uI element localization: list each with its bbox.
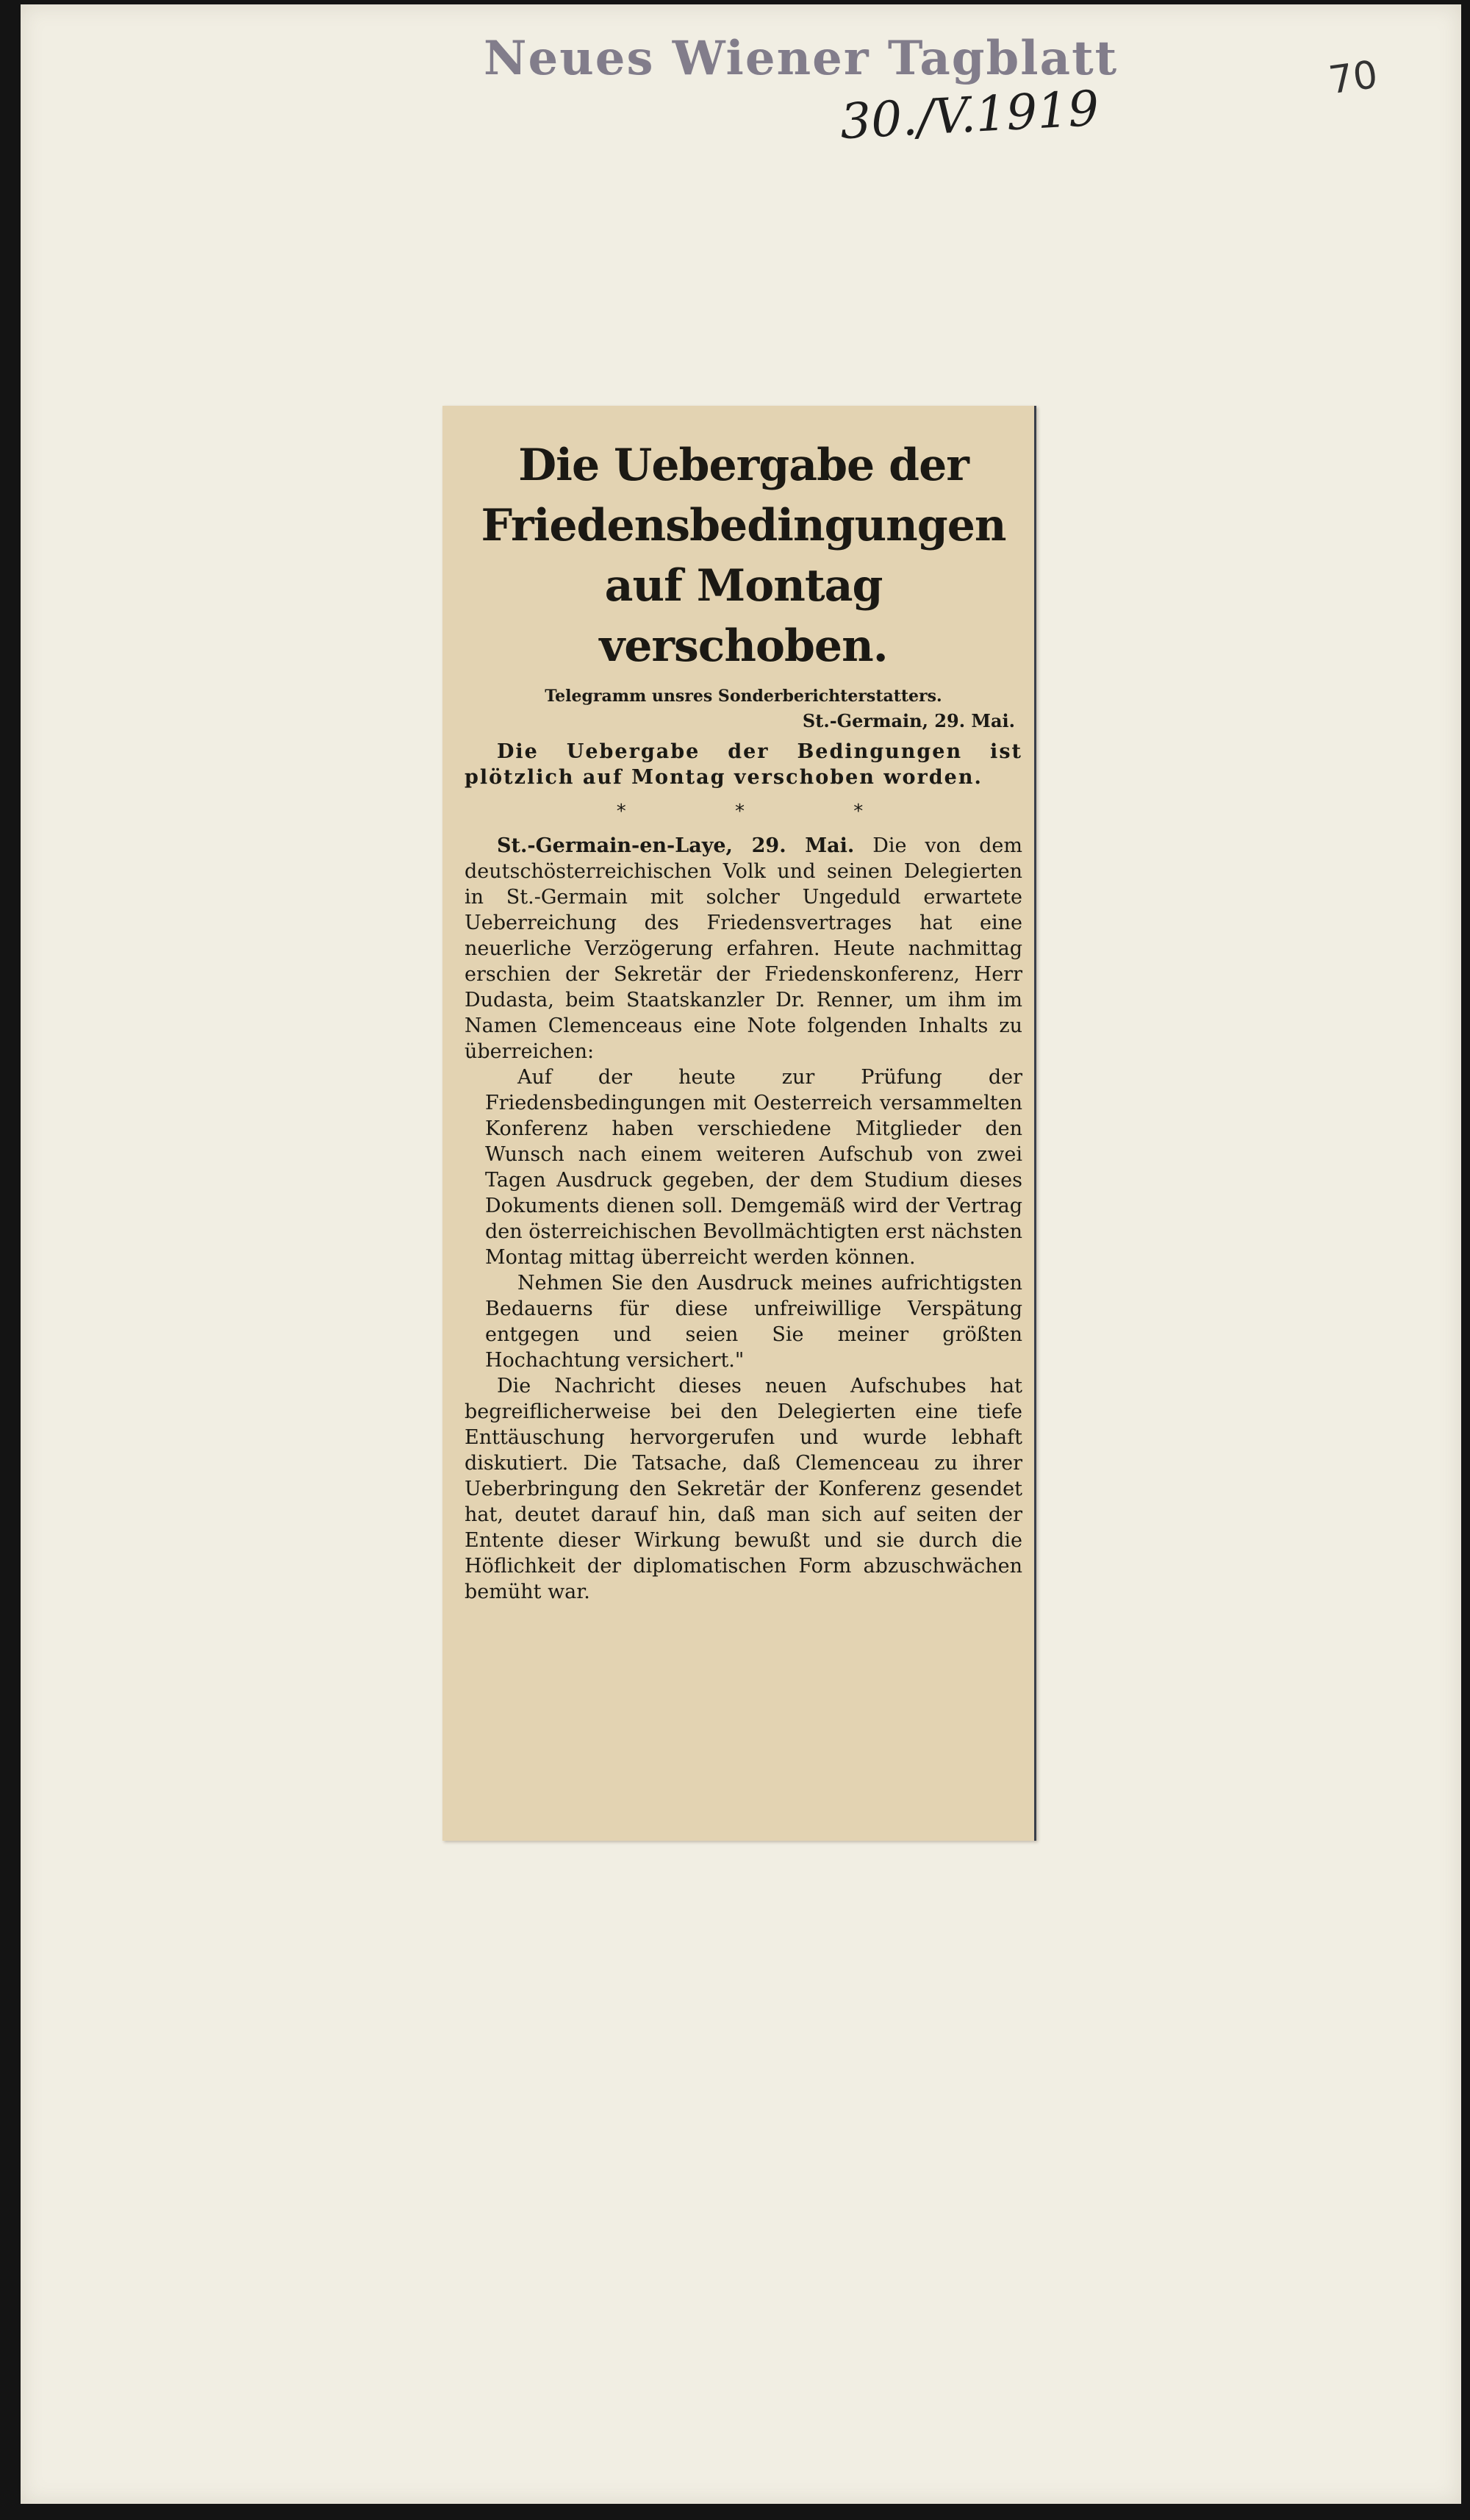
quoted-note-2: Nehmen Sie den Ausdruck meines aufrichtigsten Bedauerns für diese unfreiwillige Verspätung entgegen und seien Sie meiner größten Hochachtung versichert." — [485, 1272, 1022, 1372]
quoted-note-1: Auf der heute zur Prüfung der Friedensbedingungen mit Oesterreich versammelten Konferenz haben verschiedene Mitglieder den Wunsch nach einem weiteren Aufschub von zwei Tagen Ausdruck gegeben, der dem Studium dieses Dokuments dienen soll. Demgemäß wird der Vertrag den österreichischen Bevollmächtigten erst nächsten Montag mittag überreicht werden können. — [485, 1066, 1022, 1269]
headline-line-1: Die Uebergabe der — [518, 440, 969, 491]
article-subhead: Telegramm unsres Sonderberichterstatters. — [545, 687, 942, 706]
body-paragraph-1 — [465, 833, 1022, 1064]
paragraph-1-text: Die von dem deutschösterreichischen Volk und seinen Delegierten in St.-Germain mit solcher Ungeduld erwartete Ueberreichung des Friedensvertrages hat eine neuerliche Verzögerung erfahren. Heute nachmittag erschien der Sekretär der Friedenskonferenz, Herr Dudasta, beim Staatskanzler Dr. Renner, um ihm im Namen Clemenceaus eine Note folgenden Inhalts zu überreichen: — [465, 834, 1022, 1063]
handwritten-date: 30./V.1919 — [839, 79, 1101, 151]
folio-number: 70 — [1326, 52, 1381, 104]
section-separator: * * * — [616, 801, 915, 823]
headline-line-2: Friedensbedingungen — [481, 500, 1006, 551]
body-paragraph-2: Die Nachricht dieses neuen Aufschubes hat begreiflicherweise bei den Delegierten eine tiefe Enttäuschung hervorgerufen und wurde lebhaft diskutiert. Die Tatsache, daß Clemenceau zu ihrer Ueberbringung den Sekretär der Konferenz gesendet hat, deutet darauf hin, daß man sich auf seiten der Entente dieser Wirkung bewußt und sie durch die Höflichkeit der diplomatischen Form abzuschwächen bemüht war. — [465, 1375, 1022, 1603]
newspaper-clipping — [442, 406, 1036, 1841]
paragraph-place-date: St.-Germain-en-Laye, 29. Mai. — [497, 834, 855, 857]
headline-line-3: auf Montag verschoben. — [599, 560, 888, 672]
newspaper-name-stamp: Neues Wiener Tagblatt — [484, 31, 1119, 86]
article-dateline: St.-Germain, 29. Mai. — [802, 710, 1015, 731]
article-headline — [465, 435, 1022, 676]
lead-paragraph: Die Uebergabe der Bedingungen ist plötzlich auf Montag verschoben worden. — [465, 740, 1022, 789]
